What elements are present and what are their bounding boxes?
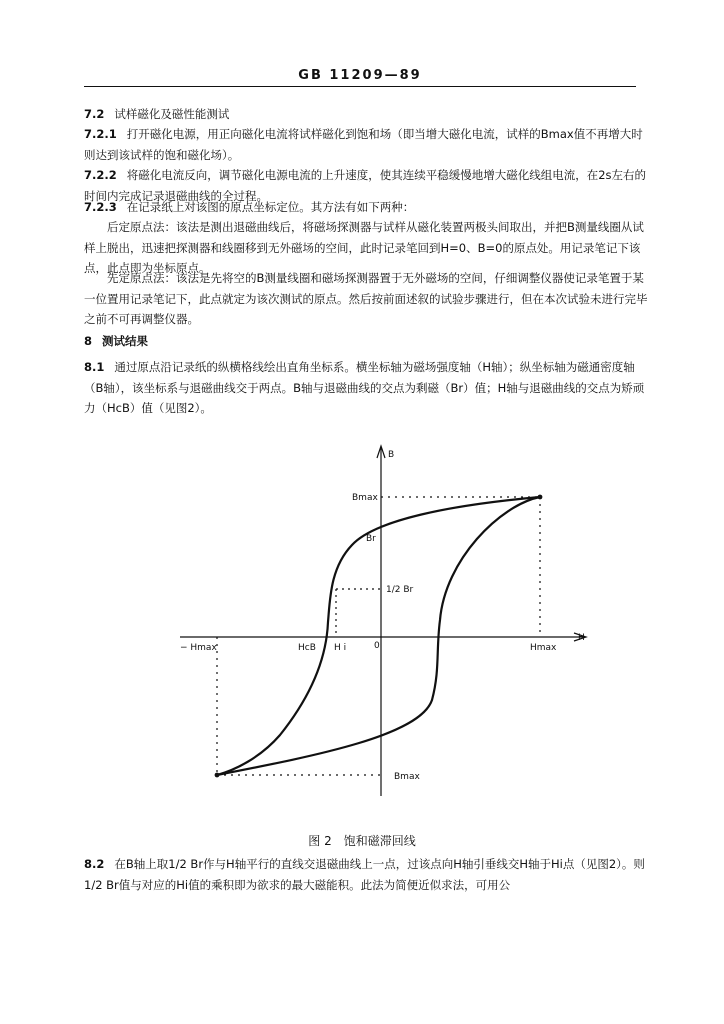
para-text: 后定原点法：该法是测出退磁曲线后，将磁场探测器与试样从磁化装置两极头间取出，并把B测量线圈从试样上脱出，迅速把探测器和线圈移到无外磁场的空间，此时记录笔回到H=0、B=0的原点处。用记录笔记下该点，此点即为坐标原点。	[84, 220, 644, 275]
para-number: 7.2.1	[84, 127, 117, 141]
hmax-label: Hmax	[530, 643, 557, 653]
h-axis-label: H	[578, 633, 585, 643]
neg-bmax-point	[215, 773, 220, 778]
upper-branch	[217, 497, 540, 775]
para-text: 在记录纸上对该图的原点坐标定位。其方法有如下两种：	[126, 200, 415, 214]
para-text: 打开磁化电源，用正向磁化电流将试样磁化到饱和场（即当增大磁化电流，试样的Bmax值不再增大时则达到该试样的饱和磁化场）。	[84, 127, 643, 162]
para-number: 8	[84, 334, 93, 348]
b-axis-label: B	[388, 450, 395, 460]
para-text: 将磁化电流反向，调节磁化电源电流的上升速度，使其连续平稳缓慢地增大磁化线组电流，在2s左右的时间内完成记录退磁曲线的全过程。	[84, 168, 647, 203]
para-text: 先定原点法：该法是先将空的B测量线圈和磁场探测器置于无外磁场的空间，仔细调整仪器使记录笔置于某一位置用记录笔记下，此点就定为该次测试的原点。然后按前面述叙的试验步骤进行，但在本次试验未进行完毕之前不可再调整仪器。	[84, 271, 648, 326]
para-text: 试样磁化及磁性能测试	[114, 107, 230, 121]
lower-branch	[217, 497, 540, 775]
para-text: 通过原点沿记录纸的纵横格线绘出直角坐标系。横坐标轴为磁场强度轴（H轴）；纵坐标轴为磁通密度轴（B轴），该坐标系与退磁曲线交于两点。B轴与退磁曲线的交点为剩磁（Br）值；H轴与退磁曲线的交点为矫顽力（HcB）值（见图2）。	[84, 360, 645, 415]
bmax-label: Bmax	[352, 493, 378, 503]
hi-label: H i	[334, 643, 347, 653]
section-8-2	[84, 854, 652, 895]
neg-hmax-label: − Hmax	[180, 643, 217, 653]
page-header: GB 11209—89	[298, 68, 422, 83]
para-number: 7.2.2	[84, 168, 117, 182]
hcb-label: HcB	[298, 643, 316, 653]
half-br-label: 1/2 Br	[386, 585, 414, 595]
para-number: 7.2	[84, 107, 105, 121]
para-number: 7.2.3	[84, 200, 117, 214]
para-text: 测试结果	[102, 334, 149, 348]
figure-caption: 图 2 饱和磁滞回线	[308, 834, 416, 848]
neg-bmax-label: Bmax	[394, 772, 420, 782]
para-number: 8.1	[84, 360, 105, 374]
bmax-point	[538, 495, 543, 500]
origin-label: 0	[374, 641, 380, 651]
para-text: 在B轴上取1/2 Br作与H轴平行的直线交退磁曲线上一点，过该点向H轴引垂线交H轴于Hi点（见图2）。则1/2 Br值与对应的Hi值的乘积即为欲求的最大磁能积。此法为简便近似求法，可用公	[84, 857, 645, 892]
br-label: Br	[366, 534, 376, 544]
para-number: 8.2	[84, 857, 105, 871]
